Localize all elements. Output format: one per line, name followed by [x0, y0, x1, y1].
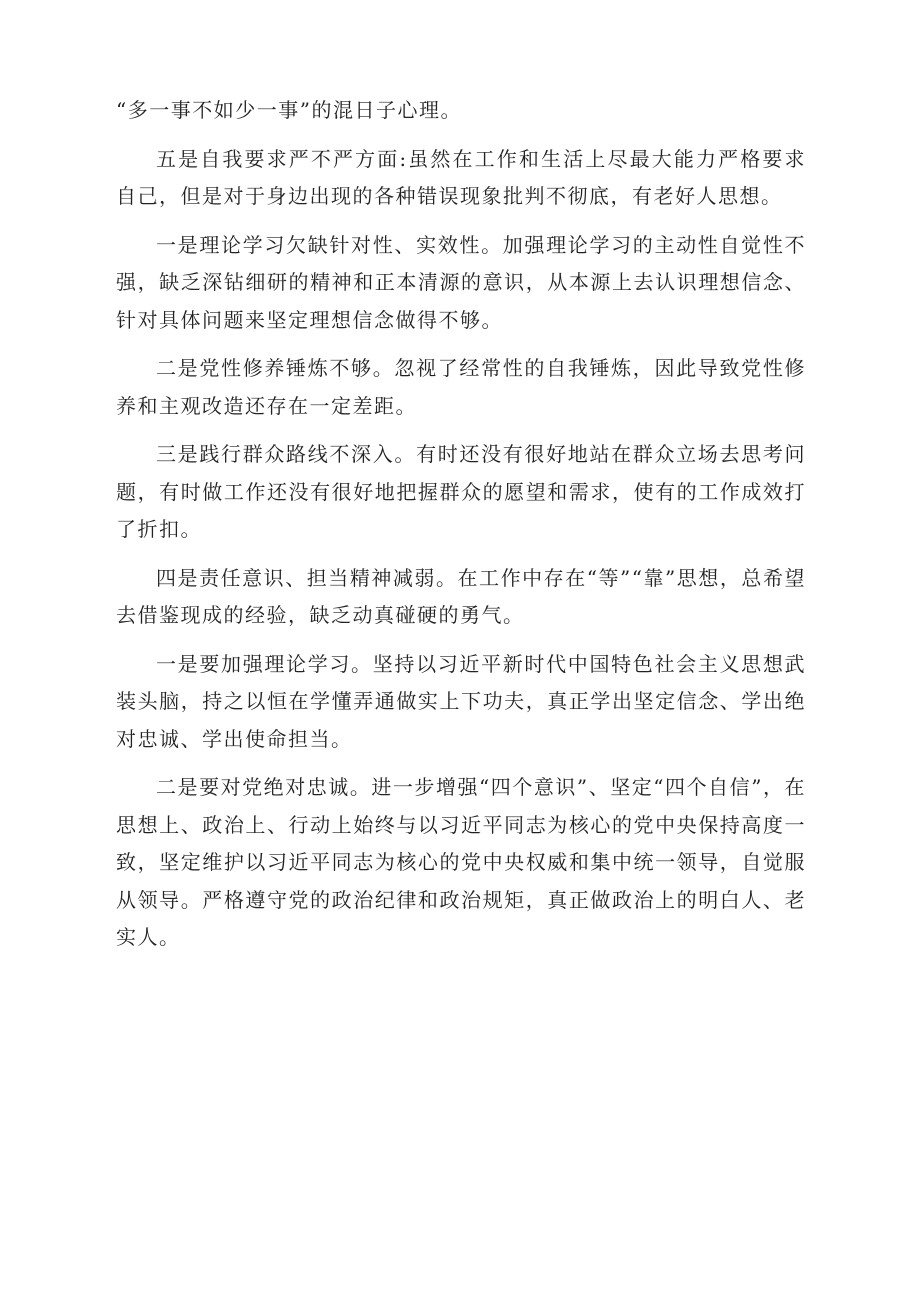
- paragraph-responsibility: 四是责任意识、担当精神减弱。在工作中存在“等”“靠”思想，总希望去借鉴现成的经验，缺乏动真碰硬的勇气。: [116, 565, 806, 627]
- paragraph-party-spirit: 二是党性修养锤炼不够。忽视了经常性的自我锤炼，因此导致党性修养和主观改造还存在一定差距。: [116, 356, 806, 418]
- paragraph-mass-line: 三是践行群众路线不深入。有时还没有很好地站在群众立场去思考问题，有时做工作还没有很好地把握群众的愿望和需求，使有的工作成效打了折扣。: [116, 442, 806, 541]
- paragraph-theory-study: 一是理论学习欠缺针对性、实效性。加强理论学习的主动性自觉性不强，缺乏深钻细研的精神和正本清源的意识，从本源上去认识理想信念、针对具体问题来坚定理想信念做得不够。: [116, 232, 806, 332]
- paragraph-loyalty: 二是要对党绝对忠诚。进一步增强“四个意识”、坚定“四个自信”，在思想上、政治上、行动上始终与以习近平同志为核心的党中央保持高度一致，坚定维护以习近平同志为核心的党中央权威和集中统一领导，自觉服从领导。严格遵守党的政治纪律和政治规矩，真正做政治上的明白人、老实人。: [116, 775, 806, 949]
- paragraph-strengthen-theory: 一是要加强理论学习。坚持以习近平新时代中国特色社会主义思想武装头脑，持之以恒在学懂弄通做实上下功夫，真正学出坚定信念、学出绝对忠诚、学出使命担当。: [116, 651, 806, 751]
- paragraph-continuation: “多一事不如少一事”的混日子心理。: [116, 98, 462, 122]
- paragraph-self-requirement: 五是自我要求严不严方面:虽然在工作和生活上尽最大能力严格要求自己，但是对于身边出现的各种错误现象批判不彻底，有老好人思想。: [116, 146, 806, 208]
- document-body: [116, 92, 806, 968]
